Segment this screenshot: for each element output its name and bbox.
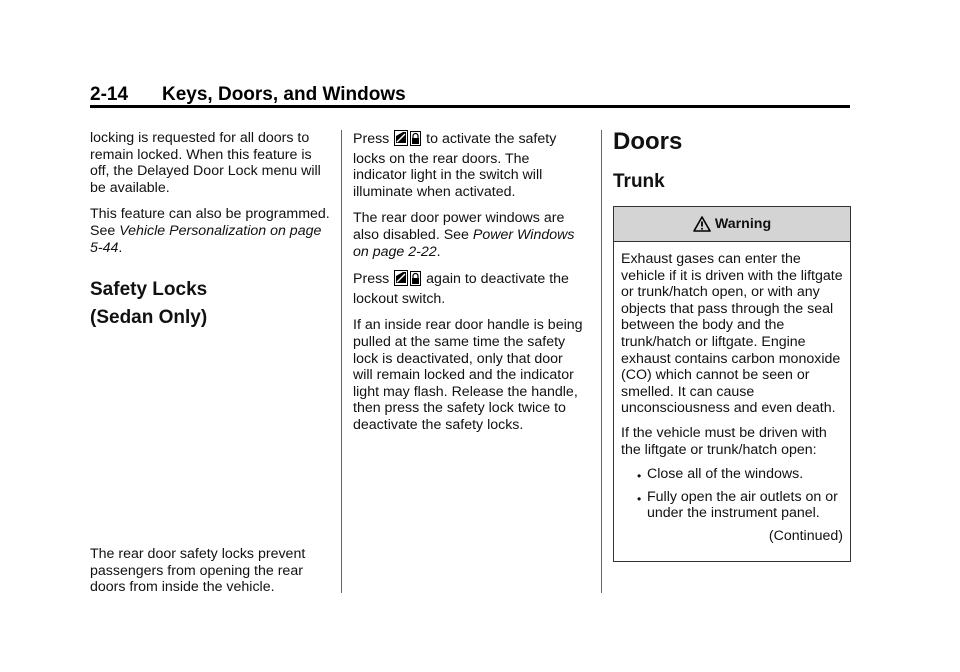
paragraph: The rear door safety locks prevent passengers from opening the rear doors from inside the vehicle. bbox=[90, 546, 306, 596]
page-number: 2-14 bbox=[90, 84, 129, 105]
column-divider-1 bbox=[341, 130, 342, 593]
chapter-title: Keys, Doors, and Windows bbox=[162, 84, 406, 105]
cross-reference: Vehicle Personalization on page 5-44 bbox=[90, 222, 322, 256]
warning-body bbox=[614, 242, 850, 561]
window-lockout-icon bbox=[394, 130, 408, 151]
column-2 bbox=[353, 130, 585, 444]
warning-header bbox=[614, 207, 850, 242]
warning-box bbox=[613, 206, 851, 562]
bullet-item: • Fully open the air outlets on or under the instrument panel. bbox=[637, 488, 838, 522]
column-3 bbox=[613, 130, 851, 562]
cross-reference: Power Windows on page 2-22 bbox=[353, 226, 575, 260]
paragraph: The rear door power windows are also disabled. See Power Windows on page 2-22. bbox=[353, 210, 575, 260]
column-1 bbox=[90, 130, 330, 606]
paragraph: If an inside rear door handle is being pulled at the same time the safety lock is deactivated, only that door will remain locked and the indicator light may flash. Release the handle, then press the safety lock twice to deactivate the safety locks. bbox=[353, 317, 583, 433]
bullet-item: • Close all of the windows. bbox=[637, 466, 804, 484]
window-lockout-icon bbox=[394, 270, 408, 291]
paragraph: This feature can also be programmed. See Vehicle Personalization on page 5-44. bbox=[90, 206, 330, 256]
padlock-icon bbox=[410, 271, 421, 291]
section-title-doors: Doors bbox=[613, 128, 683, 155]
padlock-icon bbox=[410, 131, 421, 151]
warning-title: Warning bbox=[714, 215, 772, 232]
warning-triangle-icon bbox=[693, 216, 711, 232]
image-space bbox=[90, 330, 330, 546]
paragraph: Press again to deactivate the lockout switch. bbox=[353, 271, 569, 307]
page-header bbox=[90, 84, 850, 106]
paragraph: locking is requested for all doors to remain locked. When this feature is off, the Delayed Door Lock menu will be available. bbox=[90, 130, 321, 196]
warning-text: If the vehicle must be driven with the liftgate or trunk/hatch open: bbox=[621, 424, 827, 458]
column-divider-2 bbox=[601, 130, 602, 593]
section-heading-safety-locks: Safety Locks (Sedan Only) bbox=[90, 279, 208, 329]
subsection-title-trunk: Trunk bbox=[613, 171, 665, 192]
continued-note: (Continued) bbox=[768, 527, 843, 544]
paragraph: Press to activate the safety locks on the rear doors. The indicator light in the switch will illuminate when activated. bbox=[353, 131, 557, 200]
header-rule bbox=[90, 105, 850, 108]
warning-text: Exhaust gases can enter the vehicle if it is driven with the liftgate or trunk/hatch open, or with any objects that pass through the seal between the body and the trunk/hatch or liftgate. Engine exhaust contains carbon monoxide (CO) which cannot be seen or smelled. It can cause unconsciousness and even death. bbox=[621, 251, 843, 417]
